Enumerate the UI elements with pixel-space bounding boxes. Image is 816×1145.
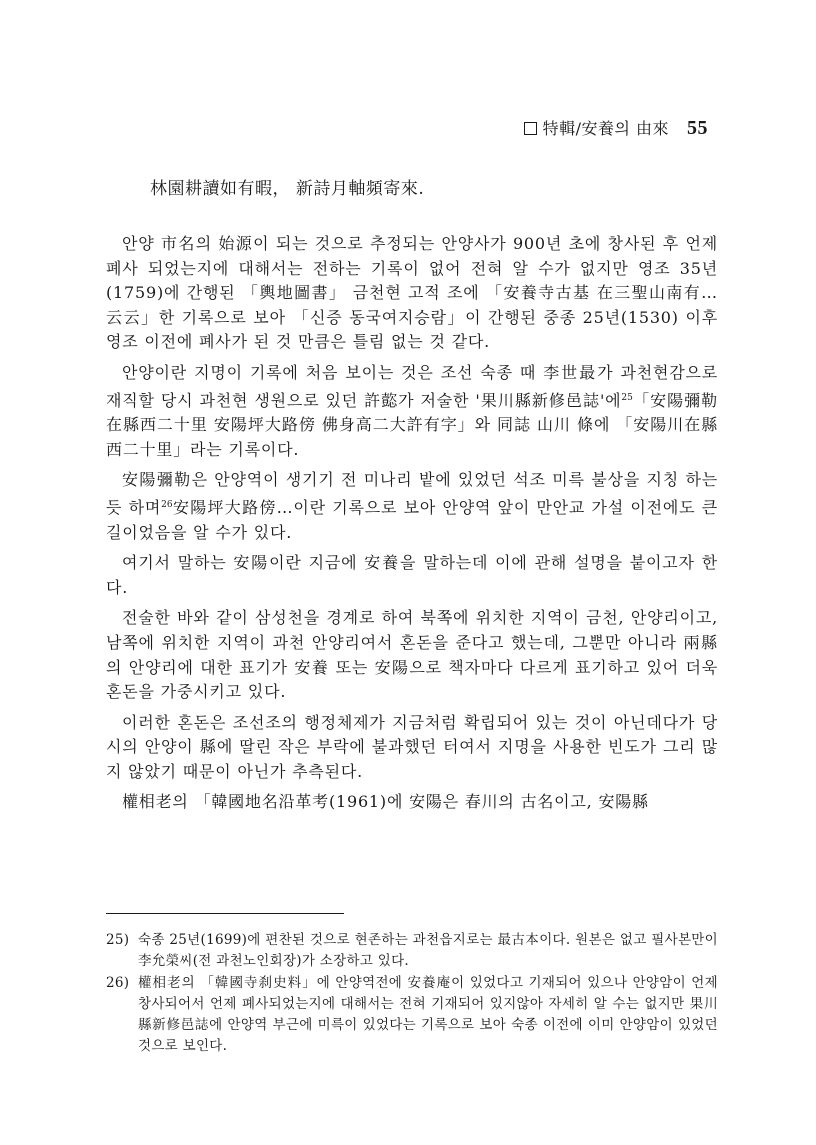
footnote-number: 25) <box>106 932 130 948</box>
square-bullet-icon <box>524 122 537 135</box>
running-header <box>524 116 708 140</box>
paragraph-3-rest: 安陽坪大路傍…이란 기록으로 보아 안양역 앞이 만안교 가설 이전에도 큰 길이었음을 알 수가 있다. <box>106 497 719 542</box>
main-body <box>106 232 718 821</box>
poem-line: 林園耕讀如有暇， 新詩月軸頻寄來. <box>150 179 425 199</box>
footnotes <box>106 930 718 1058</box>
paragraph-7: 權相老의 「韓國地名沿革考(1961)에 安陽은 春川의 古名이고, 安陽縣 <box>122 792 649 812</box>
paragraph-2 <box>106 361 718 462</box>
footnote-26 <box>106 973 718 1057</box>
footnote-25 <box>106 930 718 972</box>
footnote-divider <box>106 913 344 914</box>
footnote-text: 숙종 25년(1699)에 편찬된 것으로 현존하는 과천읍지로는 最古本이다. 원본은 없고 필사본만이 李允榮씨(전 과천노인회장)가 소장하고 있다. <box>138 932 718 969</box>
section-title-text: 特輯/安養의 由來 <box>542 119 669 138</box>
footnote-ref-25[interactable]: 25 <box>621 392 633 403</box>
paragraph-2-text: 안양이란 지명이 기록에 처음 보이는 것은 조선 숙종 때 李世最가 과천현감으로 재직할 당시 과천현 생원으로 있던 許㦤가 저술한 '果川縣新修邑誌'에 <box>106 362 718 410</box>
paragraph-3 <box>106 468 718 545</box>
paragraph-1: 안양 市名의 始源이 되는 것으로 추정되는 안양사가 900년 초에 창사된 후 언제 폐사 되었는지에 대해서는 전하는 기록이 없어 전혀 알 수가 없지만 영조 35년(1759)에 간행된 「輿地圖書」 금천현 고적 조에 「安養寺古基 在三聖山南有…云云」한 기록으로 보아 「신증 동국여지승람」이 간행된 중종 25년(1530) 이후 영조 이전에 폐사가 된 것 만큼은 틀림 없는 것 같다. <box>106 234 718 352</box>
paragraph-2-quote: 「安陽彌勒在縣西二十里 安陽坪大路傍 佛身高二大許有字」와 同誌 山川 條에 「安陽川在縣西二十里」라는 기록이다. <box>106 390 718 459</box>
paragraph-4: 여기서 말하는 安陽이란 지금에 安養을 말하는데 이에 관해 설명을 붙이고자 한다. <box>106 553 718 597</box>
section-title <box>524 116 669 139</box>
footnote-number: 26) <box>106 975 130 991</box>
footnote-text: 權相老의 「韓國寺刹史料」에 안양역전에 安養庵이 있었다고 기재되어 있으나 안양암이 언제 창사되어서 언제 폐사되었는지에 대해서는 전혀 기재되어 있지않아 자세히 알 수는 없지만 果川縣新修邑誌에 안양역 부근에 미륵이 있었다는 기록으로 보아 숙종 이전에 이미 안양암이 있었던 것으로 보인다. <box>138 975 718 1054</box>
paragraph-3-text: 安陽彌勒은 안양역이 생기기 전 미나리 밭에 있었던 석조 미륵 불상을 지칭 하는듯 하며 <box>106 470 718 517</box>
paragraph-5: 전술한 바와 같이 삼성천을 경계로 하여 북쪽에 위치한 지역이 금천, 안양리이고, 남쪽에 위치한 지역이 과천 안양리여서 혼돈을 준다고 했는데, 그뿐만 아니라 兩縣의 안양리에 대한 표기가 安養 또는 安陽으로 책자마다 다르게 표기하고 있어 더욱 혼돈을 가중시키고 있다. <box>106 608 718 702</box>
paragraph-6: 이러한 혼돈은 조선조의 행정체제가 지금처럼 확립되어 있는 것이 아닌데다가 당시의 안양이 縣에 딸린 작은 부락에 불과했던 터여서 지명을 사용한 빈도가 그리 많지 않았기 때문이 아닌가 추측된다. <box>106 712 718 781</box>
page-number: 55 <box>687 117 708 139</box>
footnote-ref-26[interactable]: 26 <box>161 499 173 510</box>
